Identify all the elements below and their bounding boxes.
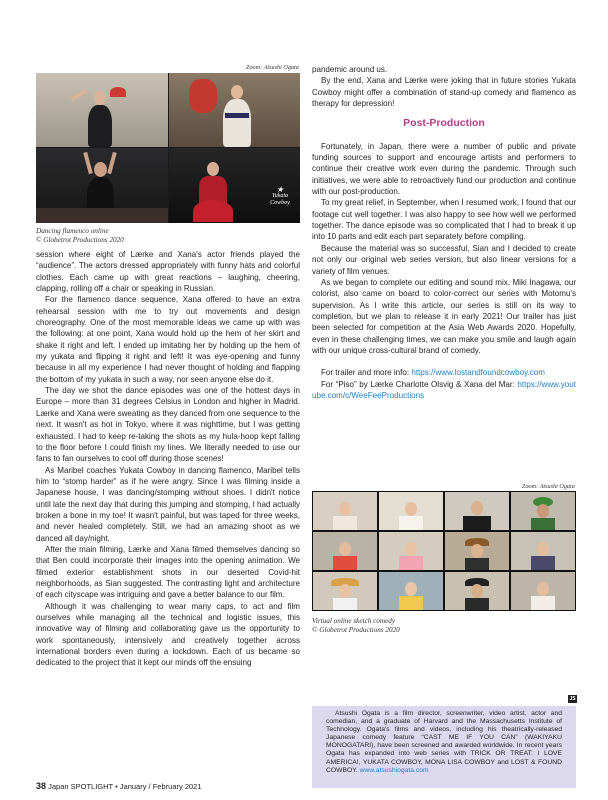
trailer-link[interactable]: https://www.lostandfoundcowboy.com [411,368,545,378]
zoom-grid-photo [312,491,576,611]
yukata-cowboy-logo: ★ Yukata Cowboy [265,186,295,214]
js-badge: JS [569,696,576,702]
top-photo-credit: Zoom: Atsushi Ogata [246,64,299,71]
dance-photo-collage [36,73,300,223]
footer-publication: Japan SPOTLIGHT • January / February 2021 [48,782,202,791]
page-footer [36,781,202,791]
section-heading-post-production: Post-Production [403,117,485,130]
top-photo-caption [36,227,124,245]
right-paragraph-1: Fortunately, in Japan, there were a number of public and private funding sources to support and encourage artists and performers to continue their creative work even during the pandemic. Through such initiatives, we were able to retroactively fund our production and continue with our post-production. [312,141,576,197]
page-number: 38 [36,781,47,791]
left-paragraph-4: As Maribel coaches Yukata Cowboy in dancing flamenco, Maribel tells him to “stomp harder” as if he were angry. Since I was filming inside a Japanese house, I was dancing/stomping without shoes. I didn't notice until late the next day that during this jumping and stomping, I had actually broken a bone in my toe! It wasn't painful, but was taped for three weeks, and never healed completely. Still, we had an amazing shoot as we danced all day/night. [36,465,300,543]
photo-tile-dancer-arms-up [36,148,168,223]
piso-info-label: For “Piso” by Lærke Charlotte Olsvig & Xana del Mar: [321,379,518,389]
left-paragraph-3: The day we shot the dance episodes was one of the hottest days in Europe – more than 31 degrees Celsius in London and higher in Madrid. Lærke and Xana were sweating as they danced from one sequence to the next. It wasn't as hot in Tokyo, where it was nighttime, but I was getting exhausted. I had to keep re-taking the shots as my hula-hoop kept falling to the floor before I could finish my lines. We literally needed to use our fans to fan ourselves to cool off during those scenes! [36,386,300,464]
logo-text: Yukata Cowboy [270,193,290,206]
bottom-photo-caption [312,617,400,635]
photo-tile-dancer-red-fan [36,73,168,147]
author-bio-text: Atsushi Ogata is a film director, screenwriter, video artist, actor and comedian, and a graduate of Harvard and the Massachusetts Institute of Technology. Ogata's films and videos, including his theatrically-released Japanese comedy feature “CAST ME IF YOU CAN” (WAKIYAKU MONOGATARI), have been screened and awarded worldwide. In recent years Ogata has expanded into web series with TRICK OR TREAT: I LOVE AMERICA!, YUKATA COWBOY, MONA LISA COWBOY and LOST & FOUND COWBOY. [326,710,562,774]
right-column [312,64,576,401]
top-photo-caption-line1: Dancing flamenco online [36,227,109,235]
bottom-photo-caption-line2: © Globetrot Productions 2020 [312,626,400,634]
bottom-photo-credit: Zoom: Atsushi Ogata [522,483,575,490]
left-paragraph-2: For the flamenco dance sequence, Xana offered to have an extra rehearsal session with me to try out movements and design choreography. One of the most memorable ideas we came up with was the following: at one point, Xana would hold up the hem of her skirt and shake it right and left. I ended up imitating her by holding up the hem of my yukata and flipping it right and left! It was eye-opening and funny because in all my experience I had never thought of holding and flapping the bottom of my yukata in such a way, nor seen anyone else do it. [36,295,300,384]
trailer-info-label: For trailer and more info: [321,368,412,378]
photo-tile-yukata-dancer [169,73,300,147]
author-bio [326,710,562,775]
photo-tile-dancer-logo [169,148,300,223]
bottom-photo-caption-line1: Virtual online sketch comedy [312,617,396,625]
right-paragraph-3: Because the material was so successful, Sian and I decided to create not only our original web series version, but also linear versions for a variety of film venues. [312,243,576,276]
top-photo-caption-line2: © Globetrot Productions 2020 [36,236,124,244]
trailer-info [312,367,576,378]
author-bio-box [312,706,576,788]
right-intro-2: By the end, Xana and Lærke were joking that in future stories Yukata Cowboy might offer a combination of stand-up comedy and flamenco as therapy for depression! [312,76,576,109]
piso-link[interactable]: https://www.youtube.com/c/WeeFeeProductions [312,379,576,400]
right-intro-1: pandemic around us. [312,65,388,74]
author-website-link[interactable]: www.atsushiogata.com [359,766,429,774]
left-paragraph-1: session where eight of Lærke and Xana's actor friends played the “audience”. The actors dressed appropriately with funny hats and colorful clothes. Each came up with great reactions – laughing, cheering, clapping, rolling off a chair or speaking in Russian. [36,250,300,294]
piso-info [312,379,576,402]
left-paragraph-5: After the main filming, Lærke and Xana filmed themselves dancing so that Ben could incorporate their images into the opening animation. We filmed exterior establishment shots in our deserted Covid-hit neighborhoods, as Sian suggested. The contrasting light and architecture of each cityscape was intriguing and gave a better balance to our film. [36,544,300,600]
right-paragraph-2: To my great relief, in September, when I resumed work, I found that our footage cut well together. I was also happy to see how well we performed together. The dance episode was so complicated that I had to break it up into 10 parts and edit each part separately before compiling. [312,198,576,242]
left-column [36,249,300,669]
right-paragraph-4: As we began to complete our editing and sound mix, Miki Inagawa, our colorist, also came on board to color-correct our series with Motomu's supervision. As I write this article, our series is still on its way to completion, but we plan to release it in early 2021! Our trailer has just been selected for competition at the Asia Web Awards 2020. Hopefully, even in these challenging times, we can make you smile and laugh again with our unique cross-cultural brand of comedy. [312,277,576,355]
left-paragraph-6: Although it was challenging to wear many caps, to act and film ourselves while managing all the technical and logistic issues, this innovative way of filming and collaborating gave us the opportunity to work spontaneously, intensively and creatively together across international borders even during a lockdown. Each of us became so dedicated to the project that it kept our minds off the ensuing [36,601,300,668]
